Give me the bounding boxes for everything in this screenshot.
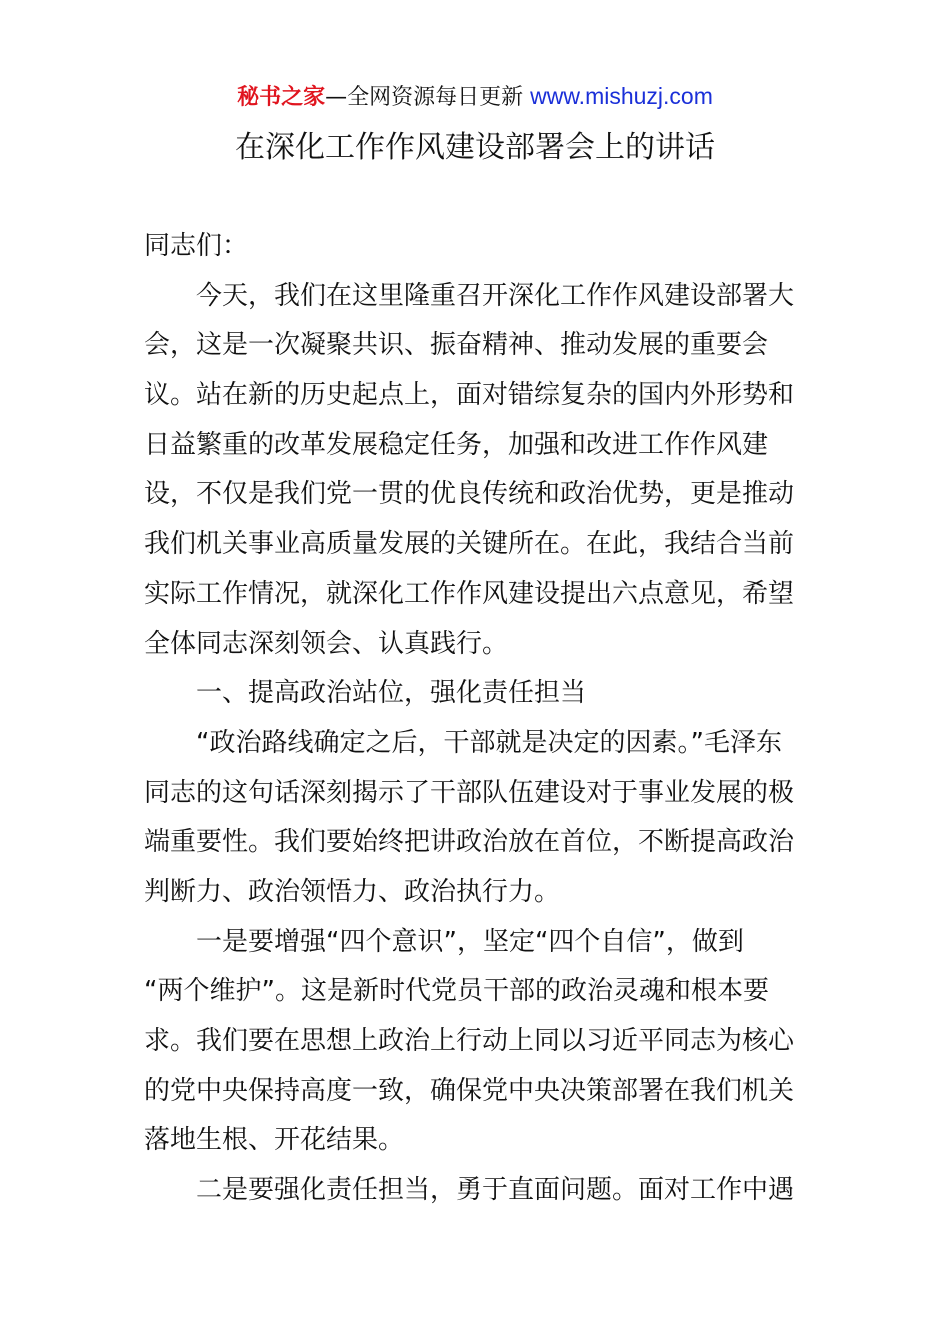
salutation-line: 同志们： [144,231,249,261]
brand-name: 秘书之家 [237,85,326,110]
paragraph-line: 端重要性。我们要始终把讲政治放在首位，不断提高政治 [144,827,795,858]
paragraph-line: 同志的这句话深刻揭示了干部队伍建设对于事业发展的极 [144,777,795,808]
paragraph-line: 议。站在新的历史起点上，面对错综复杂的国内外形势和 [144,380,795,411]
paragraph-line: 设，不仅是我们党一贯的优良传统和政治优势，更是推动 [144,479,795,510]
site-url-link[interactable]: www.mishuzj.com [530,83,713,109]
paragraph-line: 二是要强化责任担当，勇于直面问题。面对工作中遇 [196,1175,795,1206]
paragraph-line: 求。我们要在思想上政治上行动上同以习近平同志为核心 [144,1026,795,1056]
document-body [144,222,808,1216]
paragraph-line: 我们机关事业高质量发展的关键所在。在此，我结合当前 [144,529,795,560]
section-heading: 一、提高政治站位，强化责任担当 [196,678,587,709]
paragraph-line: “政治路线确定之后，干部就是决定的因素。”毛泽东 [196,727,782,758]
paragraph-line: 判断力、政治领悟力、政治执行力。 [144,876,561,907]
paragraph-line: 今天，我们在这里隆重召开深化工作作风建设部署大 [196,280,795,311]
paragraph-line: 落地生根、开花结果。 [144,1125,405,1156]
paragraph-line: 一是要增强“四个意识”，坚定“四个自信”，做到 [196,926,744,957]
header-tagline: —全网资源每日更新 [325,85,531,110]
paragraph-line: “两个维护”。这是新时代党员干部的政治灵魂和根本要 [144,976,769,1007]
paragraph-line: 实际工作情况，就深化工作作风建设提出六点意见，希望 [144,578,795,609]
document-title: 在深化工作作风建设部署会上的讲话 [235,130,715,165]
paragraph-line: 全体同志深刻领会、认真践行。 [144,628,509,659]
paragraph-line: 会，这是一次凝聚共识、振奋精神、推动发展的重要会 [144,330,769,361]
site-header [0,80,950,114]
paragraph-line: 的党中央保持高度一致，确保党中央决策部署在我们机关 [144,1075,795,1106]
paragraph-line: 日益繁重的改革发展稳定任务，加强和改进工作作风建 [144,429,769,460]
